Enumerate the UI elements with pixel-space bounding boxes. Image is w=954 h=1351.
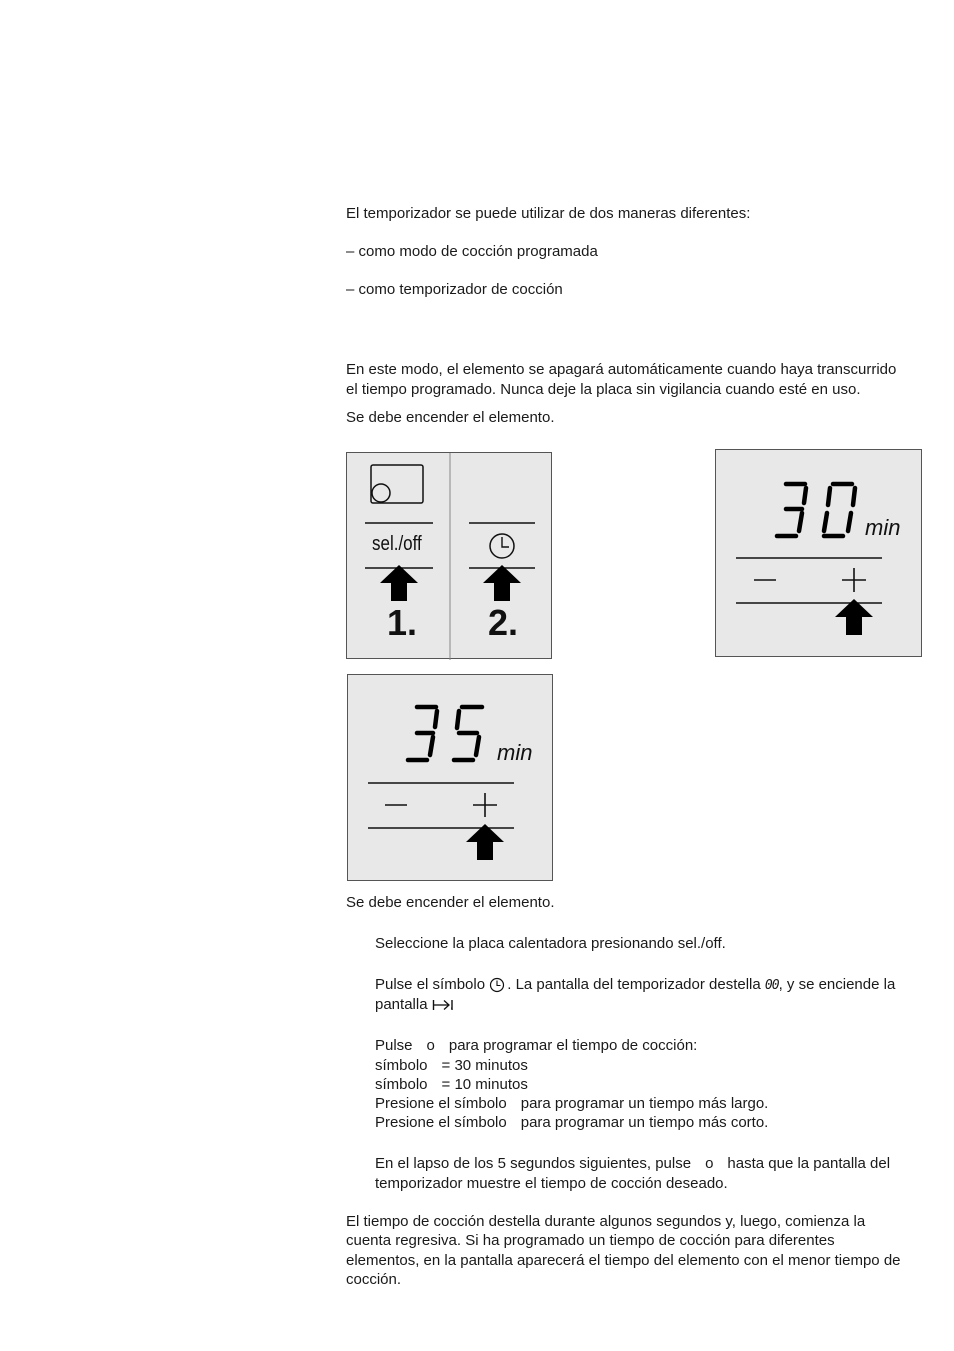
sel-off-label: sel./off <box>372 533 422 555</box>
step-3-line2: símbolo = 10 minutos <box>375 1076 528 1093</box>
steps-requirement: Se debe encender el elemento. <box>346 894 555 911</box>
unit-min-label: min <box>497 740 533 765</box>
plus-icon <box>473 793 497 817</box>
unit-min-label: min <box>865 515 901 540</box>
arrow-up-icon-2 <box>483 565 521 601</box>
closing-line2: cuenta regresiva. Si ha programado un tiempo de cocción para diferentes <box>346 1232 835 1249</box>
clock-icon <box>490 534 514 558</box>
step-2-text: Pulse el símbolo . La pantalla del temporizador destella 00, y se enciende la <box>375 976 896 993</box>
intro-text: El temporizador se puede utilizar de dos maneras diferentes: <box>346 205 751 222</box>
seven-segment-display-35 <box>408 707 482 760</box>
step-number-2: 2. <box>488 602 519 643</box>
step-3-line4: Presione el símbolo para programar un tiempo más corto. <box>375 1114 769 1131</box>
closing-line1: El tiempo de cocción destella durante algunos segundos y, luego, comienza la <box>346 1213 866 1230</box>
figure-timer-35 <box>347 674 553 881</box>
closing-line4: cocción. <box>346 1271 402 1288</box>
figure-timer-30 <box>715 449 922 657</box>
step-4-text: En el lapso de los 5 segundos siguientes, pulse o hasta que la pantalla del <box>375 1155 891 1172</box>
step-4-text-line2: temporizador muestre el tiempo de cocción deseado. <box>375 1175 728 1192</box>
mode-requirement: Se debe encender el elemento. <box>346 409 555 426</box>
intro-item-programmed: – como modo de cocción programada <box>346 243 598 260</box>
timer-end-icon <box>432 998 450 1012</box>
seven-segment-display-30 <box>777 484 855 536</box>
step-2-text-line2: pantalla . <box>375 996 454 1013</box>
plus-icon <box>842 568 866 592</box>
mode-desc-line1: En este modo, el elemento se apagará automáticamente cuando haya transcurrido <box>346 361 897 378</box>
panel-a-graphics <box>347 453 553 660</box>
closing-line3: elementos, en la pantalla aparecerá el tiempo del elemento con el menor tiempo de <box>346 1252 901 1269</box>
figure-select-and-timer <box>346 452 552 659</box>
display-35-graphics <box>348 675 554 882</box>
hob-zone-icon <box>371 465 423 503</box>
step-1-text: Seleccione la placa calentadora presionando sel./off. <box>375 935 726 952</box>
step-3-line1: símbolo = 30 minutos <box>375 1057 528 1074</box>
step-number-1: 1. <box>387 602 418 643</box>
flashing-00-display: 00 <box>764 978 779 993</box>
arrow-up-icon-plus <box>466 824 504 860</box>
mode-desc-line2: el tiempo programado. Nunca deje la placa sin vigilancia cuando esté en uso. <box>346 381 861 398</box>
arrow-up-icon-1 <box>380 565 418 601</box>
step-3-text: Pulse o para programar el tiempo de cocción: <box>375 1037 698 1054</box>
arrow-up-icon-plus <box>835 599 873 635</box>
intro-item-timer: – como temporizador de cocción <box>346 281 563 298</box>
clock-icon <box>489 977 507 993</box>
step-3-line3: Presione el símbolo para programar un tiempo más largo. <box>375 1095 769 1112</box>
display-30-graphics <box>716 450 923 658</box>
